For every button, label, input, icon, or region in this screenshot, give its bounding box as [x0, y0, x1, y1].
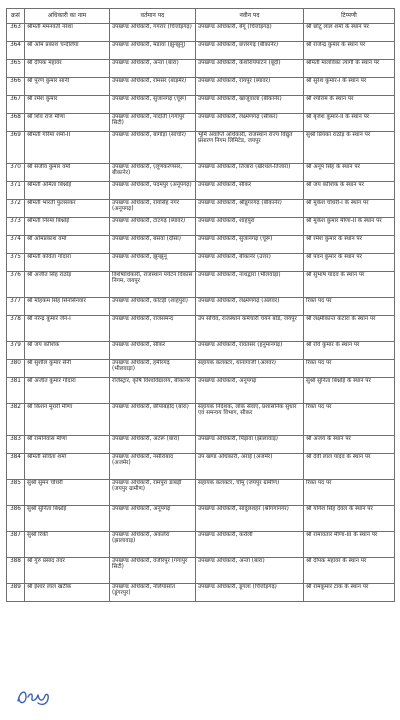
- cell-serial: 383: [7, 436, 25, 454]
- table-row: [7, 342, 395, 360]
- cell-officer-name: श्री अजीत सिंह राठौड़: [25, 272, 110, 298]
- table-row: [7, 182, 395, 200]
- cell-remark: सुश्री प्रियंका राठौड़ के स्थान पर: [304, 132, 395, 164]
- cell-new-post: उपखण्ड अधिकारी, बेगूं (चित्तौड़गढ़): [196, 24, 304, 42]
- table-row: [7, 532, 395, 558]
- cell-serial: 375: [7, 254, 25, 272]
- cell-remark: श्री रामावतार मीणा-III के स्थान पर: [304, 532, 395, 558]
- cell-current-post: उपखण्ड अधिकारी, नलियासोत (डूंगरपुर): [110, 584, 196, 602]
- table-row: [7, 316, 395, 342]
- cell-current-post: उपखण्ड अधिकारी, गंगरार (चित्तौड़गढ़): [110, 24, 196, 42]
- cell-new-post: उपखण्ड अधिकारी, नाथद्वारा (भीलवाड़ा): [196, 272, 304, 298]
- table-row: [7, 96, 395, 114]
- cell-new-post: उप खण्ड अधिकारी, अराई (अजमेर): [196, 454, 304, 480]
- cell-current-post: उपखण्ड अधिकारी, अन्ता (बारां): [110, 60, 196, 78]
- cell-officer-name: श्री ओमप्रकाश वर्मा: [25, 236, 110, 254]
- header-current-post: वर्तमान पद: [110, 9, 196, 24]
- cell-serial: 384: [7, 454, 25, 480]
- cell-new-post: उपखण्ड अधिकारी, तिजारा (खैरथल-तिजारा): [196, 164, 304, 182]
- cell-remark: रिक्त पद पर: [304, 360, 395, 378]
- header-remark: टिप्पणी: [304, 9, 395, 24]
- cell-remark: श्री छोटू लाल शर्मा के स्थान पर: [304, 24, 395, 42]
- table-row: [7, 236, 395, 254]
- cell-current-post: उपखण्ड अधिकारी, हमीरगढ़ (भीलवाड़ा): [110, 360, 196, 378]
- cell-current-post: उपखण्ड अधिकारी, रामसर (बाड़मेर): [110, 78, 196, 96]
- cell-current-post: विशेषाधिकारी, राजस्थान पर्यटन विकास निगम, जयपुर: [110, 272, 196, 298]
- cell-remark: श्री सुरेश कुमार-I के स्थान पर: [304, 78, 395, 96]
- cell-new-post: उपखण्ड अधिकारी, सीकर: [196, 182, 304, 200]
- cell-new-post: उपखण्ड अधिकारी, केशोरायपाटन (बूंदी): [196, 60, 304, 78]
- cell-new-post: उपखण्ड अधिकारी, करौली: [196, 532, 304, 558]
- cell-remark: रिक्त पद पर: [304, 480, 395, 506]
- cell-serial: 366: [7, 78, 25, 96]
- cell-new-post: उप सचिव, राजस्थान कर्मचारी चयन बोर्ड, जयपुर: [196, 316, 304, 342]
- cell-new-post: सहायक निदेशक, लोक सेवाएं, प्रशासनिक सुधार एवं समन्वय विभाग, सीकर: [196, 404, 304, 436]
- cell-officer-name: श्रीमती भारती फुलसकर: [25, 200, 110, 218]
- cell-new-post: उपखण्ड अधिकारी, छत्तरगढ़ (बीकानेर): [196, 42, 304, 60]
- cell-remark: श्री पवन कुमार के स्थान पर: [304, 254, 395, 272]
- cell-current-post: उपखण्ड अधिकारी, टाटगढ़ (ब्यावर): [110, 218, 196, 236]
- cell-current-post: उपखण्ड अधिकारी, मंडावा (झुन्झुनू): [110, 42, 196, 60]
- cell-serial: 371: [7, 182, 25, 200]
- cell-serial: 386: [7, 506, 25, 532]
- cell-new-post: उपखण्ड अधिकारी, श्रीडूंगरगढ़ (बीकानेर): [196, 200, 304, 218]
- cell-serial: 377: [7, 298, 25, 316]
- cell-remark: रिक्त पद पर: [304, 404, 395, 436]
- cell-officer-name: श्रीमती कविता गोदारा: [25, 254, 110, 272]
- table-row: [7, 454, 395, 480]
- table-row: [7, 60, 395, 78]
- cell-officer-name: श्रीमती सविता शर्मा: [25, 454, 110, 480]
- cell-current-post: उपखण्ड अधिकारी, छीपाबड़ौद (बारां): [110, 404, 196, 436]
- table-row: [7, 506, 395, 532]
- table-row: [7, 218, 395, 236]
- cell-serial: 369: [7, 132, 25, 164]
- cell-remark: श्रीमती मालविका त्यागी के स्थान पर: [304, 60, 395, 78]
- cell-new-post: उपखण्ड अधिकारी, रायपुर (ब्यावर): [196, 78, 304, 96]
- cell-officer-name: श्रीमती ममनवती नरेशा: [25, 24, 110, 42]
- cell-officer-name: सुश्री सुनिता बिश्नोई: [25, 506, 110, 532]
- cell-current-post: उपखण्ड अधिकारी, नसीराबाद (अजमेर): [110, 454, 196, 480]
- cell-new-post: उपखण्ड अधिकारी, खाजूवाला (बीकानेर): [196, 96, 304, 114]
- cell-new-post: उपखण्ड अधिकारी, बीकानेर (उत्तर): [196, 254, 304, 272]
- cell-officer-name: श्री रामनिवास मीणा: [25, 436, 110, 454]
- table-row: [7, 404, 395, 436]
- table-row: [7, 360, 395, 378]
- table-row: [7, 378, 395, 404]
- cell-serial: 388: [7, 558, 25, 584]
- cell-serial: 380: [7, 360, 25, 378]
- cell-remark: रिक्त पद पर: [304, 298, 395, 316]
- cell-remark: श्री रामकुमार टाक के स्थान पर: [304, 584, 395, 602]
- cell-new-post: उपखण्ड अधिकारी, सादुलशहर (श्रीगंगानगर): [196, 506, 304, 532]
- signature: [14, 683, 54, 709]
- cell-new-post: उपखण्ड अधिकारी, रावतसर (हनुमानगढ़): [196, 342, 304, 360]
- cell-remark: श्री लक्ष्मीकान्त कटारा के स्थान पर: [304, 316, 395, 342]
- cell-current-post: उपखण्ड अधिकारी, वजीरपुर (गंगापुर सिटी): [110, 558, 196, 584]
- cell-new-post: सहायक कलक्टर, थानागाजी (अलवर): [196, 360, 304, 378]
- table-row: [7, 24, 395, 42]
- cell-serial: 368: [7, 114, 25, 132]
- cell-serial: 367: [7, 96, 25, 114]
- cell-serial: 385: [7, 480, 25, 506]
- cell-new-post: उपखण्ड अधिकारी, शाहपुरा: [196, 218, 304, 236]
- cell-current-post: उपखण्ड अधिकारी, बसवा (दौसा): [110, 236, 196, 254]
- cell-current-post: उपखण्ड अधिकारी, सुजानगढ़ (चूरू): [110, 96, 196, 114]
- table-row: [7, 114, 395, 132]
- table-row: [7, 298, 395, 316]
- cell-serial: 382: [7, 404, 25, 436]
- cell-remark: श्री जय कौशिक के स्थान पर: [304, 182, 395, 200]
- cell-officer-name: श्री रमेश कुमार: [25, 96, 110, 114]
- table-row: [7, 42, 395, 60]
- cell-new-post: उपखण्ड अधिकारी, डूंगला (चित्तौड़गढ़): [196, 584, 304, 602]
- cell-current-post: रजिस्ट्रार, कृषि विश्वविद्यालय, बीकानेर: [110, 378, 196, 404]
- cell-current-post: उपखण्ड अधिकारी, नादोती (गंगापुर सिटी): [110, 114, 196, 132]
- cell-remark: श्री बृजेश कुमार-II के स्थान पर: [304, 114, 395, 132]
- cell-officer-name: सुश्री रिंकी: [25, 532, 110, 558]
- cell-serial: 374: [7, 236, 25, 254]
- cell-remark: श्री अजय के स्थान पर: [304, 436, 395, 454]
- cell-remark: श्री योगेश सिंह देवल के स्थान पर: [304, 506, 395, 532]
- cell-officer-name: श्रीमती गरिमा शर्मा-II: [25, 132, 110, 164]
- cell-current-post: उपखण्ड अधिकारी, झुन्झुनू: [110, 254, 196, 272]
- cell-officer-name: श्री जय कौशिक: [25, 342, 110, 360]
- cell-serial: 387: [7, 532, 25, 558]
- cell-officer-name: श्री दीपक महावर: [25, 60, 110, 78]
- table-row: [7, 436, 395, 454]
- cell-current-post: उपखण्ड अधिकारी, रायसिंह नगर (अनूपगढ़): [110, 200, 196, 218]
- cell-officer-name: श्री सुशील कुमार सैनी: [25, 360, 110, 378]
- cell-serial: 378: [7, 316, 25, 342]
- cell-remark: श्री अनूप सिंह के स्थान पर: [304, 164, 395, 182]
- cell-new-post: उपखण्ड अधिकारी, सुजानगढ़ (चूरू): [196, 236, 304, 254]
- cell-remark: श्री रमेश कुमार के स्थान पर: [304, 236, 395, 254]
- cell-officer-name: श्री अजीत कुमार गोदारा: [25, 378, 110, 404]
- cell-officer-name: श्रीमती निरमा बिश्नोई: [25, 218, 110, 236]
- cell-remark: श्री राजेन्द्र कुमार के स्थान पर: [304, 42, 395, 60]
- cell-officer-name: श्री संजीव कुमार वर्मा: [25, 164, 110, 182]
- cell-remark: श्री मुकेश चौधरी-I के स्थान पर: [304, 200, 395, 218]
- cell-remark: श्री दीपक महावर के स्थान पर: [304, 558, 395, 584]
- cell-officer-name: श्री शिव राज मीणा: [25, 114, 110, 132]
- header-officer-name: अधिकारी का नाम: [25, 9, 110, 24]
- table-row: [7, 164, 395, 182]
- cell-officer-name: श्री मोहकम सिंह सिनसिनवार: [25, 298, 110, 316]
- cell-current-post: उपखण्ड अधिकारी, अकलेरा (झालावाड़): [110, 532, 196, 558]
- cell-serial: 389: [7, 584, 25, 602]
- cell-serial: 381: [7, 378, 25, 404]
- cell-officer-name: श्री गुरु प्रसाद तंवर: [25, 558, 110, 584]
- cell-officer-name: श्री ओम प्रकाश चन्देलिया: [25, 42, 110, 60]
- header-new-post: नवीन पद: [196, 9, 304, 24]
- table-row: [7, 272, 395, 298]
- table-row: [7, 78, 395, 96]
- cell-current-post: उपखण्ड अधिकारी, अटरू (बारां): [110, 436, 196, 454]
- cell-current-post: उपखण्ड अधिकारी, रामपुरा डाबड़ी (जयपुर ग्रामीण): [110, 480, 196, 506]
- table-header-row: [7, 9, 395, 24]
- cell-current-post: उपखण्ड अधिकारी, कोटड़ी (शाहपुरा): [110, 298, 196, 316]
- cell-officer-name: सुश्री सुमन चौधरी: [25, 480, 110, 506]
- cell-current-post: उपखण्ड अधिकारी, पदमपुर (अनूपगढ़): [110, 182, 196, 200]
- cell-serial: 373: [7, 218, 25, 236]
- cell-new-post: सहायक कलक्टर, चौमूं (जयपुर ग्रामीण): [196, 480, 304, 506]
- cell-serial: 364: [7, 42, 25, 60]
- cell-remark: श्री देवी लाल यादव के स्थान पर: [304, 454, 395, 480]
- cell-new-post: उपखण्ड अधिकारी, अन्ता (बारां): [196, 558, 304, 584]
- cell-new-post: उपखण्ड अधिकारी, लक्ष्मणगढ़ (सीकर): [196, 114, 304, 132]
- transfer-list-table: [6, 8, 395, 602]
- cell-remark: श्री मुकेश कुमार मीणा-II के स्थान पर: [304, 218, 395, 236]
- cell-officer-name: श्री ईश्वर लाल खटीक: [25, 584, 110, 602]
- table-row: [7, 254, 395, 272]
- cell-remark: श्री सुभाष यादव के स्थान पर: [304, 272, 395, 298]
- cell-current-post: उपखण्ड अधिकारी, बागोड़ा (सांचोर): [110, 132, 196, 164]
- cell-serial: 365: [7, 60, 25, 78]
- cell-current-post: उपखण्ड अधिकारी, सीकर: [110, 342, 196, 360]
- cell-serial: 379: [7, 342, 25, 360]
- cell-new-post: उपखण्ड अधिकारी, पिड़ावा (झालावाड़): [196, 436, 304, 454]
- cell-serial: 376: [7, 272, 25, 298]
- cell-current-post: उपखण्ड अधिकारी, (लूणकरणसर, बीकानेर): [110, 164, 196, 182]
- cell-new-post: उपखण्ड अधिकारी, अनूपगढ़: [196, 378, 304, 404]
- cell-serial: 370: [7, 164, 25, 182]
- cell-serial: 372: [7, 200, 25, 218]
- cell-serial: 363: [7, 24, 25, 42]
- cell-new-post: भूमि अवाप्ति अधिकारी, राजस्थान राज्य विद्युत प्रसारण निगम लिमिटेड, जयपुर: [196, 132, 304, 164]
- cell-current-post: उपखण्ड अधिकारी, राजसमन्द: [110, 316, 196, 342]
- cell-remark: श्री रवि कुमार के स्थान पर: [304, 342, 395, 360]
- cell-remark: सुश्री सुनिता बिश्नोई के स्थान पर: [304, 378, 395, 404]
- table-row: [7, 584, 395, 602]
- table-row: [7, 200, 395, 218]
- cell-current-post: उपखण्ड अधिकारी, अनूपगढ़: [110, 506, 196, 532]
- table-row: [7, 558, 395, 584]
- table-row: [7, 132, 395, 164]
- cell-officer-name: श्री पूरण कुमार सानी: [25, 78, 110, 96]
- cell-remark: श्री श्योराम के स्थान पर: [304, 96, 395, 114]
- cell-officer-name: श्री किशन मुरारी मीणा: [25, 404, 110, 436]
- cell-new-post: उपखण्ड अधिकारी, लक्ष्मणगढ़ (अलवर): [196, 298, 304, 316]
- table-row: [7, 480, 395, 506]
- cell-officer-name: श्रीमती अमिता बिश्नोई: [25, 182, 110, 200]
- cell-officer-name: श्री नरेन्द्र कुमार जैन-I: [25, 316, 110, 342]
- header-serial: क्रसं: [7, 9, 25, 24]
